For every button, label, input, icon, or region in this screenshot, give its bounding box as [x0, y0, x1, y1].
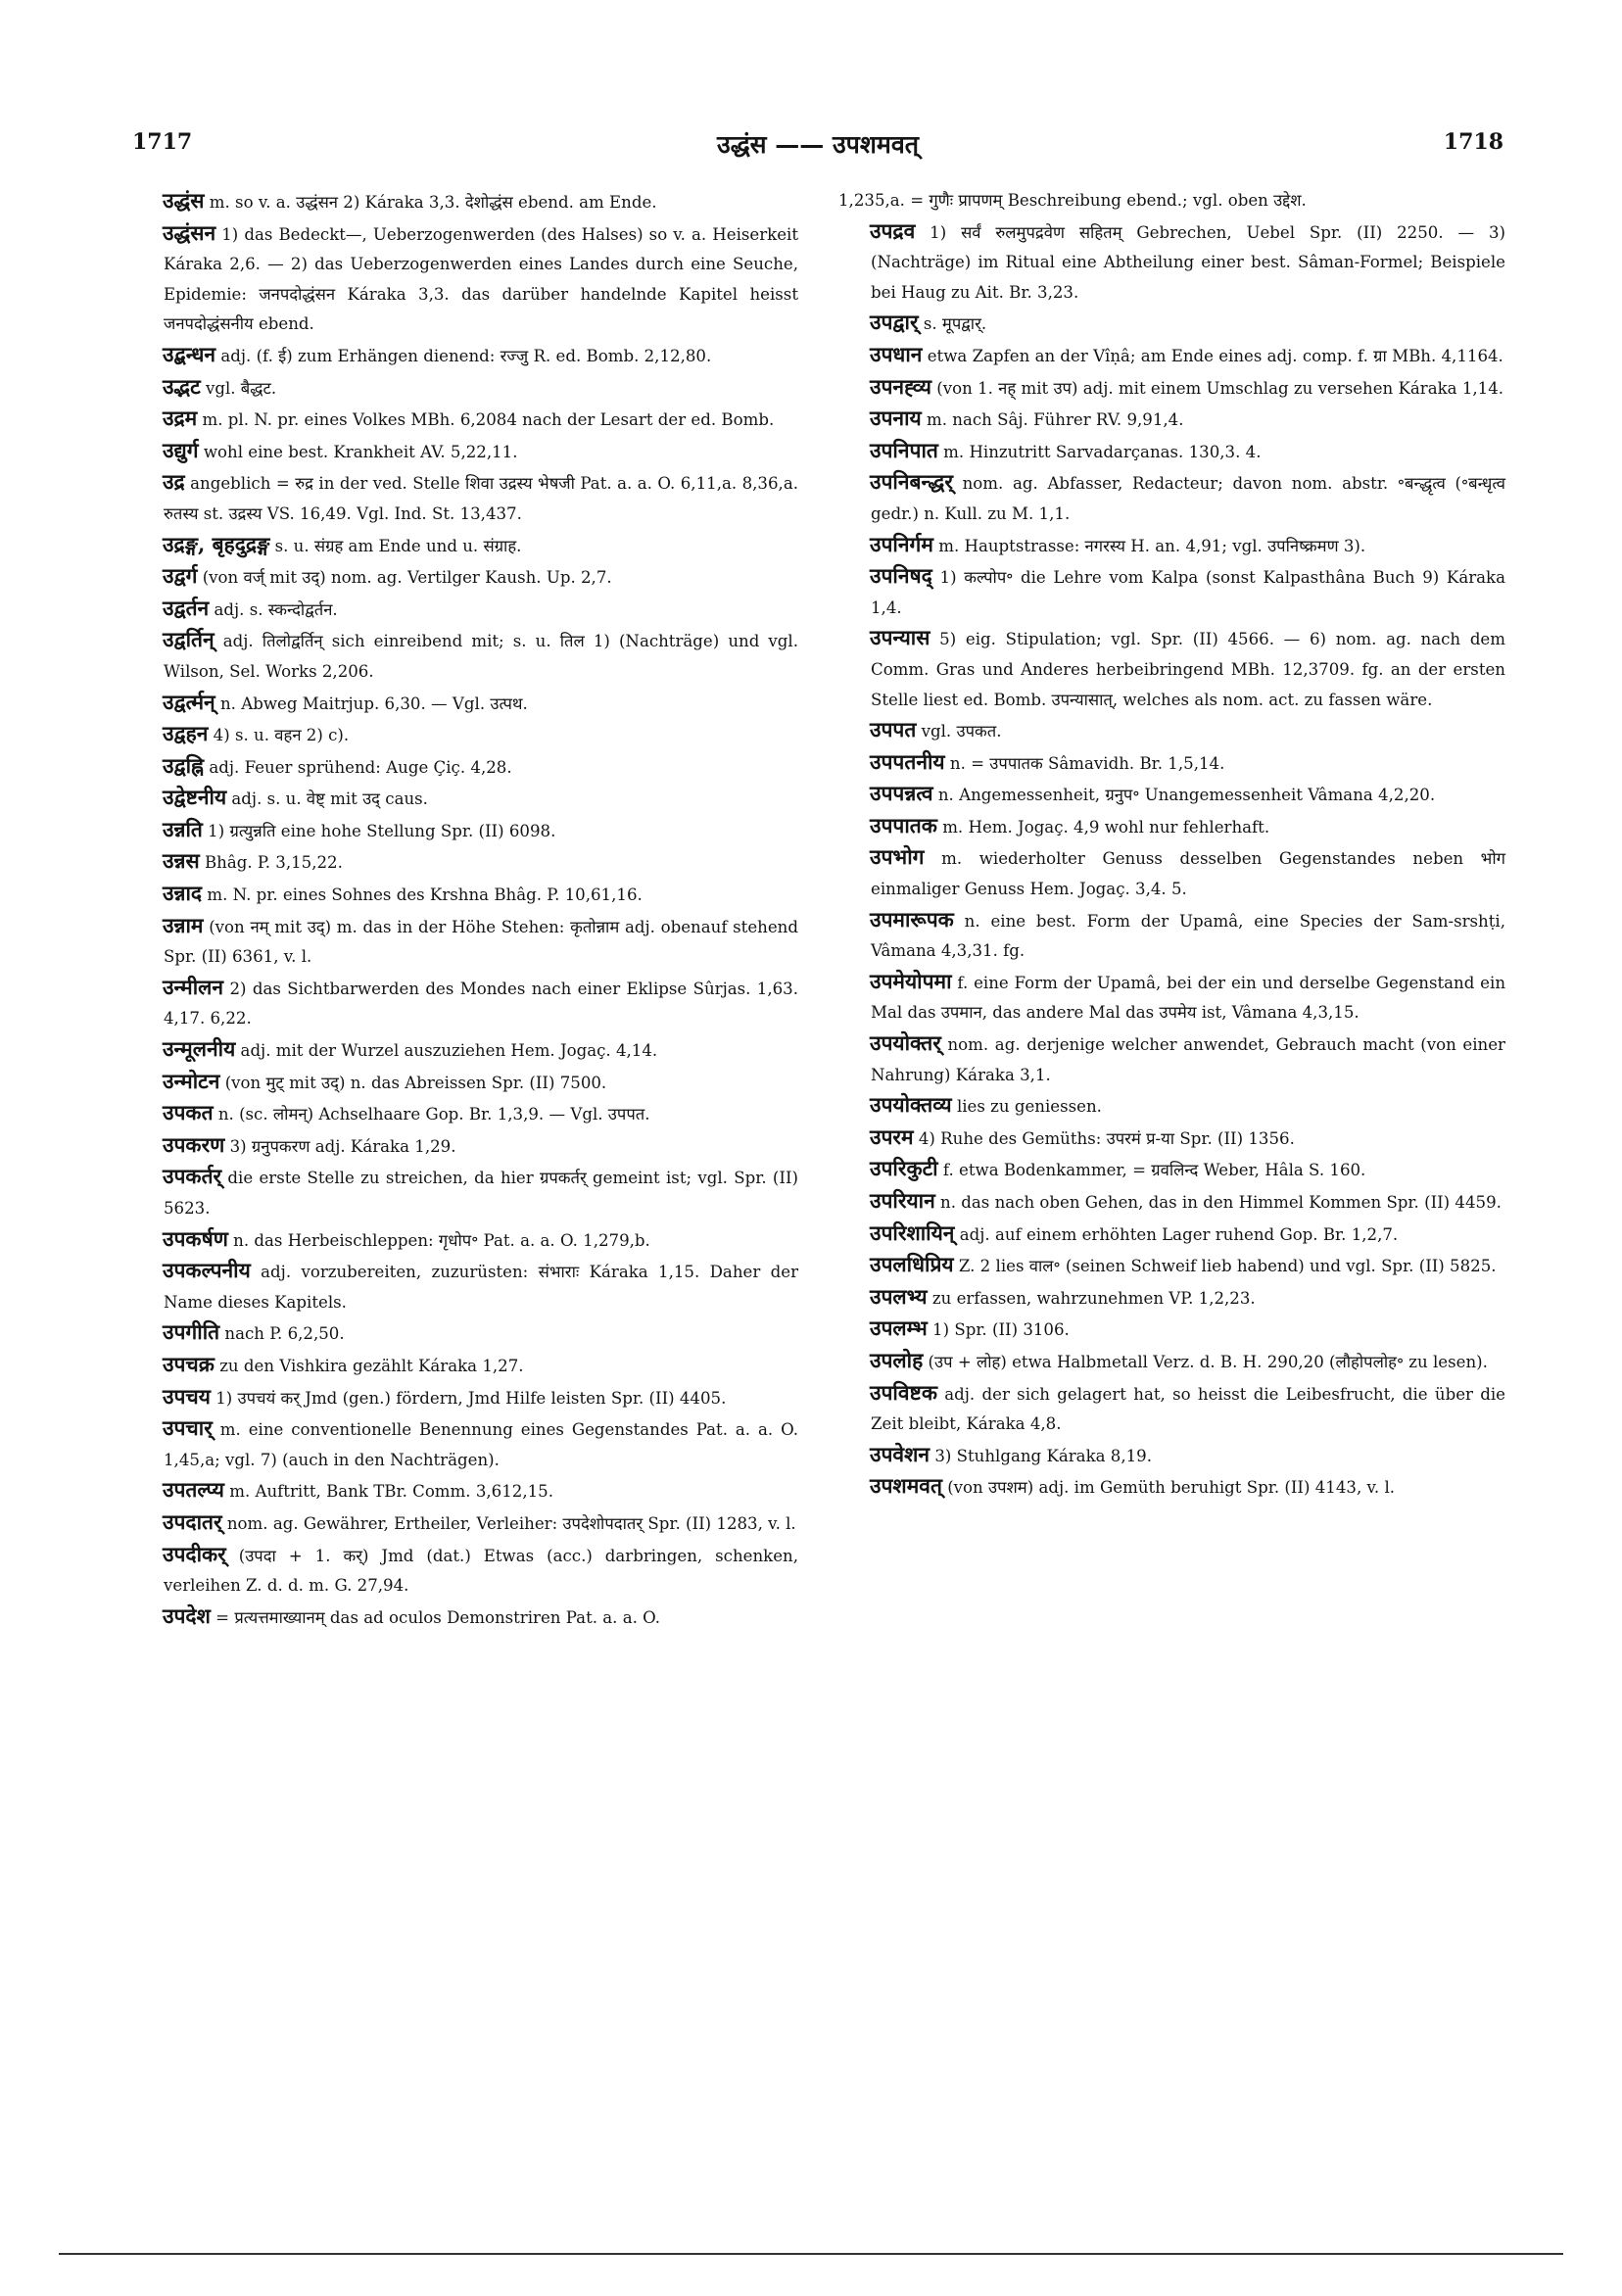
entry-text: m. wiederholter Genuss desselben Gegenstandes neben भोग einmaliger Genuss Hem. Jogaç. 3,4. 5.: [871, 849, 1505, 899]
entry-headword: उन्मीलन: [163, 974, 224, 999]
entry-headword: उद्धंस: [163, 188, 205, 213]
entry-text: nom. ag. Abfasser, Redacteur; davon nom. abstr. ॰बन्द्धृत्व (॰बन्धृत्व gedr.) n. Kull. zu M. 1,1.: [871, 474, 1505, 523]
dictionary-entry: [839, 561, 1505, 623]
entry-headword: उपविष्टक: [870, 1379, 937, 1405]
entry-text: adj. s. u. वेष्ट् mit उद् caus.: [231, 789, 428, 809]
entry-text: n. das nach oben Gehen, das in den Himmel Kommen Spr. (II) 4459.: [940, 1193, 1502, 1212]
entry-headword: उन्मूलनीय: [163, 1036, 236, 1062]
entry-headword: उपभोग: [870, 844, 925, 870]
dictionary-entry: [132, 1098, 798, 1130]
entry-text: 4) Ruhe des Gemüths: उपरमं प्र-या Spr. (II) 1356.: [918, 1128, 1295, 1148]
dictionary-entry: [839, 1090, 1505, 1123]
entry-text: (von उपशम) adj. im Gemüth beruhigt Spr. (II) 4143, v. l.: [947, 1478, 1396, 1498]
entry-text: angeblich = रुद्र in der ved. Stelle शिवा उद्रस्य भेषजी Pat. a. a. O. 6,11,a. 8,36,a. रुतस्य st. उद्रस्य VS. 16,49. Vgl. Ind. St. 13,437.: [164, 474, 798, 523]
entry-text: f. eine Form der Upamâ, bei der ein und derselbe Gegenstand ein Mal das उपमान, das andere Mal das उपमेय ist, Vâmana 4,3,15.: [871, 973, 1506, 1023]
dictionary-entry: [132, 1067, 798, 1099]
entry-text: m. so v. a. उद्धंसन 2) Káraka 3,3. देशोद्धंस ebend. am Ende.: [209, 193, 657, 212]
entry-text: m. nach Sâj. Führer RV. 9,91,4.: [927, 410, 1184, 430]
entry-text: zu erfassen, wahrzunehmen VP. 1,2,23.: [931, 1288, 1256, 1308]
dictionary-entry: [839, 186, 1505, 216]
dictionary-entry: [132, 404, 798, 436]
dictionary-entry: [839, 1440, 1505, 1472]
dictionary-entry: [839, 967, 1505, 1028]
entry-text: (von वर्ज् mit उद्) nom. ag. Vertilger Kaush. Up. 2,7.: [202, 568, 612, 588]
dictionary-entry: [839, 1378, 1505, 1440]
entry-text: 1,235,a. = गुणैः प्रापणम् Beschreibung ebend.; vgl. oben उद्देश.: [838, 191, 1307, 210]
dictionary-entry: [132, 719, 798, 751]
entry-text: n. Abweg Maitrjup. 6,30. — Vgl. उत्पथ.: [219, 694, 528, 713]
entry-text: vgl. उपकत.: [921, 722, 1002, 741]
dictionary-entry: [132, 1475, 798, 1507]
entry-headword: उद्वह्नि: [163, 752, 205, 778]
entry-text: 2) das Sichtbarwerden des Mondes nach einer Eklipse Sûrjas. 1,63. 4,17. 6,22.: [164, 979, 798, 1028]
entry-headword: उद्रम: [163, 406, 198, 431]
entry-text: n. (sc. लोमन्) Achselhaare Gop. Br. 1,3,9. — Vgl. उपपत.: [217, 1105, 650, 1124]
entry-headword: उद्धंसन: [163, 219, 216, 245]
dictionary-entry: [132, 1350, 798, 1382]
entry-headword: उपनिर्गम: [870, 531, 933, 556]
dictionary-entry: [132, 594, 798, 626]
entry-text: zu den Vishkira gezählt Káraka 1,27.: [219, 1356, 524, 1375]
entry-text: etwa Zapfen an der Vîṇâ; am Ende eines adj. comp. f. ग्रा MBh. 4,1164.: [927, 346, 1503, 365]
dictionary-entry: [132, 186, 798, 218]
entry-headword: उपमारूपक: [870, 906, 954, 932]
entry-text: adj. Feuer sprühend: Auge Çiç. 4,28.: [209, 757, 512, 777]
dictionary-entry: [132, 1540, 798, 1602]
dictionary-entry: [839, 1219, 1505, 1251]
entry-headword: उपनिषद्: [870, 563, 932, 589]
entry-headword: उपकर्षण: [163, 1225, 228, 1251]
entry-headword: उपनह्व्य: [870, 373, 931, 399]
dictionary-entry: [839, 340, 1505, 372]
entry-text: 1) कल्पोप॰ die Lehre vom Kalpa (sonst Kalpasthâna Buch 9) Káraka 1,4.: [871, 568, 1505, 617]
entry-headword: उपगीति: [163, 1319, 220, 1345]
entry-text: (उपदा + 1. कर्) Jmd (dat.) Etwas (acc.) darbringen, schenken, verleihen Z. d. d. m. G. 27,94.: [164, 1546, 798, 1596]
entry-text: s. u. संग्रह am Ende und u. संग्राह.: [274, 536, 522, 555]
entry-text: 1) उपचयं कर् Jmd (gen.) fördern, Jmd Hilfe leisten Spr. (II) 4405.: [215, 1388, 727, 1408]
dictionary-entry: [132, 625, 798, 687]
dictionary-entry: [132, 1602, 798, 1634]
entry-text: nom. ag. Gewährer, Ertheiler, Verleiher: उपदेशोपदातर् Spr. (II) 1283, v. l.: [226, 1513, 796, 1533]
dictionary-entry: [132, 1256, 798, 1317]
dictionary-entry: [839, 1123, 1505, 1155]
entry-headword: उद्वर्तन: [163, 595, 210, 620]
entry-text: nach P. 6,2,50.: [224, 1324, 345, 1344]
entry-headword: उपतल्प्य: [163, 1477, 224, 1503]
entry-text: nom. ag. derjenige welcher anwendet, Gebrauch macht (von einer Nahrung) Káraka 3,1.: [871, 1035, 1505, 1084]
dictionary-entry: [839, 216, 1505, 309]
right-page-number: 1718: [1443, 129, 1503, 155]
dictionary-entry: [132, 688, 798, 720]
dictionary-entry: [132, 911, 798, 973]
dictionary-entry: [132, 1224, 798, 1257]
dictionary-entry: [132, 467, 798, 529]
entry-headword: उपकर्तर्: [163, 1164, 222, 1189]
entry-headword: उपपतनीय: [870, 748, 945, 774]
dictionary-entry: [132, 372, 798, 405]
entry-headword: उपरियान: [870, 1188, 935, 1213]
entry-headword: उद्वहन: [163, 721, 209, 746]
dictionary-entry: [839, 1282, 1505, 1315]
entry-text: adj. vorzubereiten, zuzurüsten: संभाराः Káraka 1,15. Daher der Name dieses Kapitels.: [164, 1263, 798, 1312]
entry-headword: उद्रङ्ग, बृहदुद्रङ्ग: [163, 531, 270, 556]
entry-headword: उपयोक्तर्: [870, 1030, 941, 1056]
dictionary-entry: [132, 1382, 798, 1414]
page-header: [132, 129, 1503, 168]
entry-text: 1) Spr. (II) 3106.: [932, 1320, 1070, 1340]
entry-headword: उपचक्र: [163, 1351, 215, 1376]
entry-headword: उपलोह: [870, 1347, 924, 1372]
dictionary-entry: [839, 1346, 1505, 1378]
dictionary-entry: [839, 623, 1505, 715]
dictionary-entry: [132, 1130, 798, 1163]
entry-headword: उद्वर्तिन्: [163, 627, 215, 652]
dictionary-entry: [132, 340, 798, 372]
entry-headword: उपलम्भ: [870, 1315, 928, 1341]
entry-text: 4) s. u. वहन 2) c).: [213, 726, 350, 745]
dictionary-entry: [839, 715, 1505, 747]
dictionary-entry: [839, 372, 1505, 405]
left-column: [132, 186, 798, 1633]
entry-text: adj. तिलोद्वर्तिन् sich einreibend mit; s. u. तिल 1) (Nachträge) und vgl. Wilson, Sel. Works 2,206.: [164, 632, 799, 681]
entry-text: die erste Stelle zu streichen, da hier ग्रपकर्तर् gemeint ist; vgl. Spr. (II) 5623.: [164, 1169, 798, 1218]
entry-headword: उपनाय: [870, 406, 922, 431]
entry-headword: उपदीकर्: [163, 1541, 226, 1566]
dictionary-entry: [839, 1314, 1505, 1346]
entry-headword: उपकत: [163, 1100, 214, 1125]
dictionary-entry: [839, 779, 1505, 811]
dictionary-entry: [839, 1028, 1505, 1090]
entry-text: n. = उपपातक Sâmavidh. Br. 1,5,14.: [949, 753, 1225, 773]
entry-text: m. pl. N. pr. eines Volkes MBh. 6,2084 nach der Lesart der ed. Bomb.: [202, 410, 775, 430]
entry-headword: उन्नाम: [163, 912, 204, 937]
entry-headword: उपपत: [870, 717, 917, 742]
entry-text: (von नम् mit उद्) m. das in der Höhe Stehen: कृतोन्नाम adj. obenauf stehend Spr. (II) 6361, v. l.: [164, 917, 798, 967]
entry-headword: उपलधिप्रिय: [870, 1252, 954, 1277]
left-page-number: 1717: [132, 129, 193, 155]
entry-headword: उन्मोटन: [163, 1068, 220, 1093]
entry-text: 3) ग्रनुपकरण adj. Káraka 1,29.: [229, 1136, 456, 1156]
entry-headword: उपदातर्: [163, 1508, 222, 1534]
dictionary-entry: [839, 1154, 1505, 1186]
dictionary-entry: [839, 530, 1505, 562]
entry-headword: उद्वर्ग: [163, 563, 198, 589]
dictionary-entry: [839, 1471, 1505, 1504]
running-head: उद्धंस —— उपशमवत्: [717, 130, 919, 159]
entry-headword: उद्वर्त्मन्: [163, 689, 215, 714]
entry-text: m. Hinzutritt Sarvadarçanas. 130,3. 4.: [943, 442, 1262, 461]
entry-headword: उपकल्पनीय: [163, 1258, 251, 1283]
entry-headword: उपनिबन्द्धर्: [870, 469, 953, 495]
entry-headword: उपधान: [870, 341, 923, 366]
entry-text: wohl eine best. Krankheit AV. 5,22,11.: [203, 442, 518, 461]
dictionary-entry: [132, 879, 798, 911]
entry-headword: उपपन्नत्व: [870, 781, 933, 806]
dictionary-entry: [132, 530, 798, 562]
entry-headword: उन्नति: [163, 816, 203, 841]
entry-headword: उपवेशन: [870, 1441, 930, 1466]
dictionary-entry: [132, 1317, 798, 1350]
dictionary-entry: [839, 842, 1505, 904]
entry-headword: उपद्वार्: [870, 310, 919, 335]
dictionary-entry: [132, 436, 798, 468]
right-column: [839, 186, 1505, 1504]
entry-headword: उपन्यास: [870, 625, 930, 650]
entry-text: (von मुट् mit उद्) n. das Abreissen Spr. (II) 7500.: [224, 1073, 607, 1092]
entry-headword: उद्युर्ग: [163, 437, 199, 462]
entry-text: 5) eig. Stipulation; vgl. Spr. (II) 4566. — 6) nom. ag. nach dem Comm. Gras und Anderes herbeibringend MBh. 12,3709. fg. an der ersten Stelle liest ed. Bomb. उपन्यासात्, welches als nom. act. zu fassen wäre.: [871, 630, 1505, 709]
dictionary-entry: [132, 973, 798, 1034]
entry-headword: उद्बन्धन: [163, 341, 216, 366]
entry-text: m. eine conventionelle Benennung eines Gegenstandes Pat. a. a. O. 1,45,a; vgl. 7) (auch in den Nachträgen).: [164, 1420, 798, 1469]
entry-text: (von 1. नह् mit उप) adj. mit einem Umschlag zu versehen Káraka 1,14.: [936, 378, 1504, 398]
entry-headword: उपचार्: [163, 1415, 213, 1441]
entry-text: Z. 2 lies वाल॰ (seinen Schweif lieb habend) und vgl. Spr. (II) 5825.: [958, 1257, 1497, 1276]
entry-headword: उपद्रव: [870, 217, 916, 243]
dictionary-entry: [132, 1507, 798, 1540]
dictionary-entry: [132, 751, 798, 784]
entry-text: vgl. बैद्धट.: [205, 378, 277, 398]
entry-headword: उपशमवत्: [870, 1473, 942, 1499]
dictionary-entry: [839, 1186, 1505, 1219]
entry-text: adj. s. स्कन्दोद्वर्तन.: [214, 599, 338, 619]
entry-headword: उपमेयोपमा: [870, 968, 952, 993]
entry-headword: उपरिकुटी: [870, 1156, 938, 1181]
entry-text: f. etwa Bodenkammer, = ग्रवलिन्द Weber, Hâla S. 160.: [942, 1161, 1366, 1180]
dictionary-entry: [839, 436, 1505, 468]
entry-text: adj. mit der Wurzel auszuziehen Hem. Jogaç. 4,14.: [240, 1041, 658, 1061]
entry-text: 3) Stuhlgang Káraka 8,19.: [934, 1446, 1153, 1465]
dictionary-entry: [132, 218, 798, 340]
entry-text: n. Angemessenheit, ग्रनुप॰ Unangemessenheit Vâmana 4,2,20.: [937, 786, 1436, 805]
entry-headword: उपपातक: [870, 812, 937, 837]
dictionary-entry: [132, 561, 798, 594]
entry-text: 1) das Bedeckt—, Ueberzogenwerden (des Halses) so v. a. Heiserkeit Káraka 2,6. — 2) das Ueberzogenwerden eines Landes durch eine Seuche, Epidemie: जनपदोद्धंसन Káraka 3,3. das darüber handelnde Kapitel heisst जनपदोद्धंसनीय ebend.: [164, 224, 798, 334]
entry-headword: उद्भट: [163, 373, 201, 399]
entry-text: adj. auf einem erhöhten Lager ruhend Gop. Br. 1,2,7.: [959, 1224, 1399, 1244]
entry-text: m. N. pr. eines Sohnes des Krshna Bhâg. P. 10,61,16.: [207, 885, 643, 905]
entry-text: s. मूपद्वार्.: [923, 314, 987, 334]
entry-text: m. Auftritt, Bank TBr. Comm. 3,612,15.: [229, 1482, 553, 1502]
entry-headword: उपरिशायिन्: [870, 1220, 955, 1245]
dictionary-entry: [132, 1162, 798, 1223]
entry-text: (उप + लोह) etwa Halbmetall Verz. d. B. H. 290,20 (लौहोपलोह॰ zu lesen).: [928, 1352, 1488, 1371]
entry-text: n. eine best. Form der Upamâ, eine Species der Sam-srshṭi, Vâmana 4,3,31. fg.: [871, 911, 1505, 961]
dictionary-entry: [132, 815, 798, 847]
dictionary-entry: [839, 404, 1505, 436]
dictionary-entry: [132, 783, 798, 815]
entry-headword: उद्वेष्टनीय: [163, 785, 227, 810]
entry-text: adj. der sich gelagert hat, so heisst die Leibesfrucht, die über die Zeit bleibt, Káraka 4,8.: [871, 1384, 1505, 1434]
entry-text: 1) ग्रत्युन्नति eine hohe Stellung Spr. (II) 6098.: [208, 821, 556, 840]
bottom-rule: [59, 2253, 1563, 2255]
dictionary-entry: [132, 1034, 798, 1067]
entry-text: = प्रत्यत्तमाख्यानम् das ad oculos Demonstriren Pat. a. a. O.: [215, 1607, 661, 1627]
entry-headword: उपरम: [870, 1124, 914, 1149]
entry-headword: उपयोक्तव्य: [870, 1092, 952, 1118]
entry-headword: उद्र: [163, 469, 185, 495]
entry-text: m. Hem. Jogaç. 4,9 wohl nur fehlerhaft.: [942, 817, 1270, 837]
dictionary-entry: [839, 905, 1505, 967]
dictionary-entry: [839, 467, 1505, 529]
dictionary-entry: [839, 308, 1505, 340]
dictionary-entry: [132, 1413, 798, 1475]
entry-text: Bhâg. P. 3,15,22.: [204, 853, 343, 873]
dictionary-entry: [839, 1250, 1505, 1282]
entry-headword: उपचय: [163, 1383, 211, 1409]
dictionary-entry: [839, 747, 1505, 780]
entry-headword: उपकरण: [163, 1131, 225, 1157]
entry-headword: उपलभ्य: [870, 1283, 928, 1309]
entry-text: adj. (f. ई) zum Erhängen dienend: रज्जु R. ed. Bomb. 2,12,80.: [220, 346, 712, 365]
entry-text: n. das Herbeischleppen: गृधोप॰ Pat. a. a. O. 1,279,b.: [233, 1230, 650, 1250]
entry-headword: उन्नाद: [163, 881, 203, 906]
entry-text: 1) सर्वं रुलमुपद्रवेण सहितम् Gebrechen, Uebel Spr. (II) 2250. — 3) (Nachträge) im Ritual eine Abtheilung einer best. Sâman-Formel; Beispiele bei Haug zu Ait. Br. 3,23.: [871, 222, 1505, 302]
entry-text: lies zu geniessen.: [956, 1097, 1102, 1117]
entry-headword: उन्नस: [163, 848, 200, 874]
entry-text: m. Hauptstrasse: नगरस्य H. an. 4,91; vgl. उपनिष्क्रमण 3).: [938, 536, 1366, 555]
entry-headword: उपदेश: [163, 1602, 211, 1628]
dictionary-entry: [132, 846, 798, 879]
dictionary-entry: [839, 811, 1505, 843]
entry-headword: उपनिपात: [870, 437, 938, 462]
